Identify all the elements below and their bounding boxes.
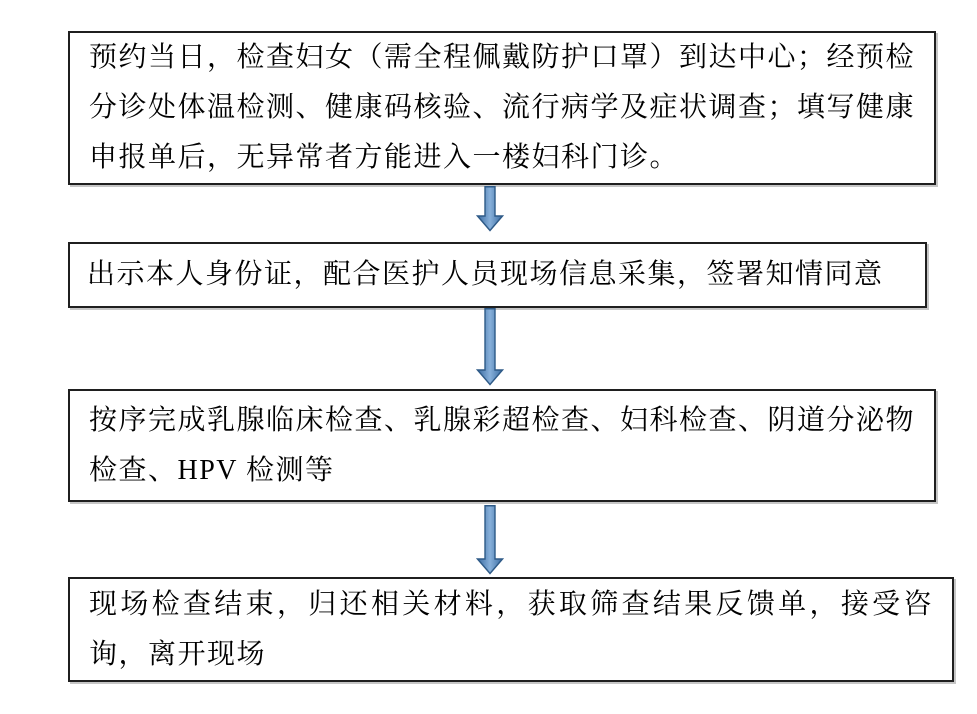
- flow-step-1-text: 预约当日，检查妇女（需全程佩戴防护口罩）到达中心；经预检分诊处体温检测、健康码核验、流行病学及症状调查；填写健康申报单后，无异常者方能进入一楼妇科门诊。: [89, 42, 916, 173]
- flow-step-4: [68, 577, 954, 682]
- down-arrow-icon: [476, 505, 504, 575]
- flow-step-1: [68, 31, 936, 185]
- flow-step-3-text: 按序完成乳腺临床检查、乳腺彩超检查、妇科检查、阴道分泌物检查、HPV 检测等: [89, 404, 916, 486]
- flow-step-2-text: 出示本人身份证，配合医护人员现场信息采集，签署知情同意: [87, 259, 884, 290]
- down-arrow-icon: [476, 308, 504, 386]
- down-arrow-icon: [476, 186, 504, 232]
- flow-step-4-text: 现场检查结束，归还相关材料，获取筛查结果反馈单，接受咨询，离开现场: [89, 588, 933, 670]
- flow-step-2: [68, 242, 927, 308]
- flow-step-3: [68, 389, 936, 502]
